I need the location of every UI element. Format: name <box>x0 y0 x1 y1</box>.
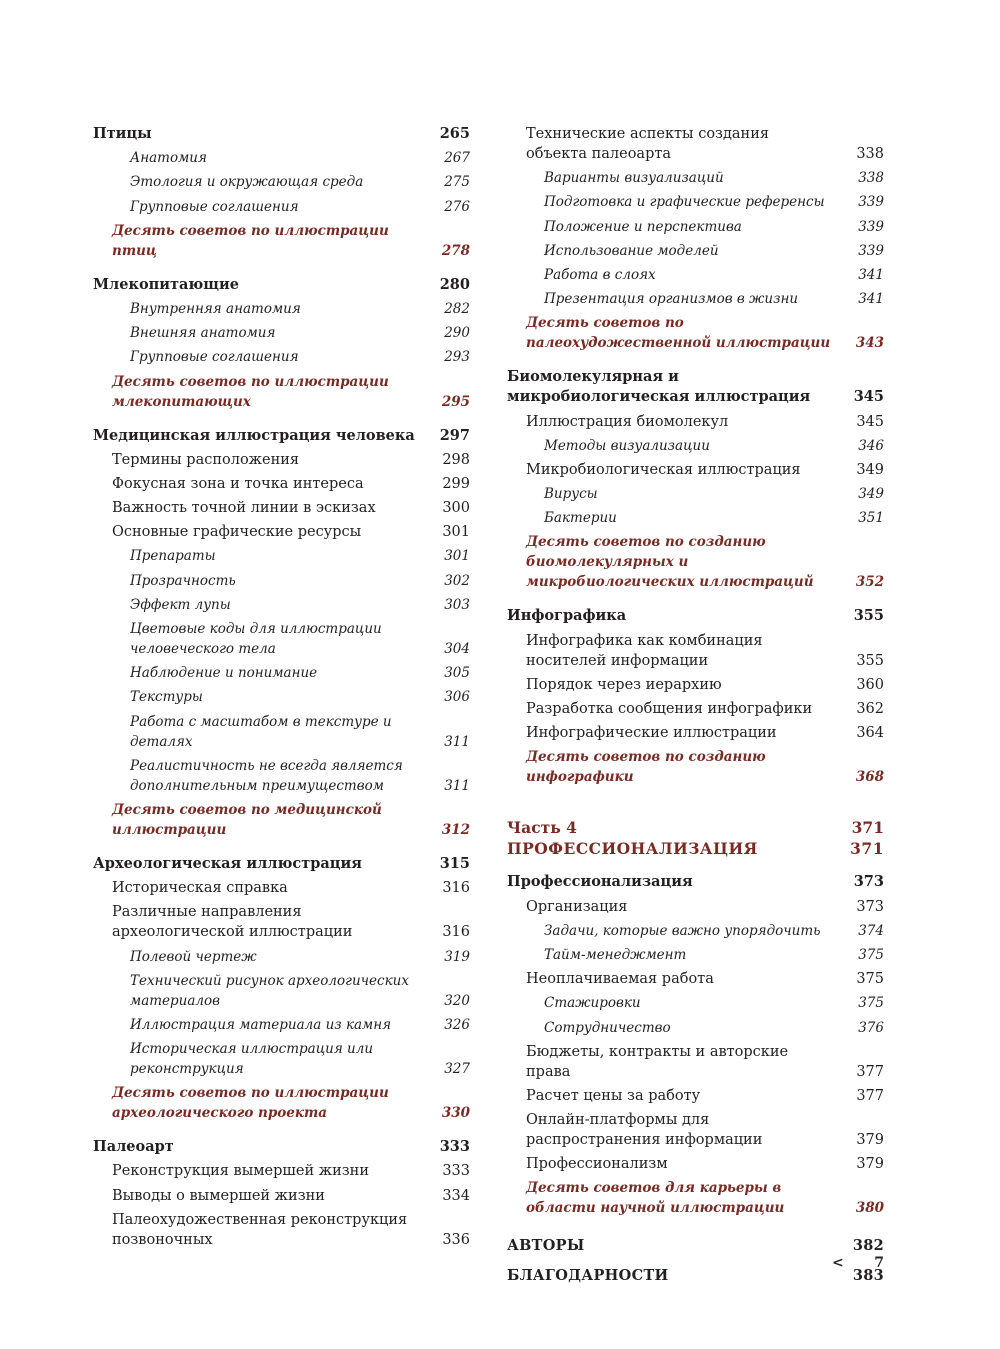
entry-page: 311 <box>444 777 470 794</box>
toc-entry[interactable] <box>93 1210 470 1250</box>
page-number: 7 <box>874 1255 884 1271</box>
entry-page: 282 <box>444 300 470 317</box>
toc-left-column <box>93 124 470 1254</box>
toc-right-column <box>507 124 884 1296</box>
chevron-left-icon[interactable]: < <box>832 1255 844 1271</box>
part-page: 371 <box>850 839 884 859</box>
entry-page: 333 <box>442 1163 470 1180</box>
page-footer <box>832 1255 884 1271</box>
entry-page: 379 <box>856 1132 884 1149</box>
entry-title: Млекопитающие <box>93 275 239 293</box>
toc-subentry[interactable] <box>93 347 470 367</box>
entry-page: 373 <box>856 898 884 915</box>
entry-title: Десять советов для карьеры в области научной иллюстрации <box>526 1180 785 1217</box>
entry-title: Бюджеты, контракты и авторские права <box>526 1043 789 1080</box>
entry-page: 349 <box>858 486 884 503</box>
toc-entry[interactable] <box>93 498 470 518</box>
entry-page: 300 <box>442 500 470 517</box>
entry-title: Вирусы <box>544 486 598 503</box>
entry-page: 379 <box>856 1156 884 1173</box>
entry-page: 327 <box>444 1061 470 1078</box>
entry-page: 382 <box>852 1237 884 1255</box>
entry-page: 333 <box>439 1138 470 1156</box>
toc-subentry[interactable] <box>93 687 470 707</box>
entry-page: 376 <box>858 1019 884 1036</box>
entry-title: Десять советов по иллюстрации археологического проекта <box>112 1085 389 1122</box>
entry-page: 276 <box>444 198 470 215</box>
part-heading[interactable] <box>507 817 884 838</box>
entry-title: Основные графические ресурсы <box>112 524 362 541</box>
entry-page: 306 <box>444 689 470 706</box>
entry-title: Термины расположения <box>112 451 300 468</box>
entry-title: Важность точной линии в эскизах <box>112 500 376 517</box>
entry-title: Прозрачность <box>130 572 236 589</box>
toc-section[interactable] <box>93 275 470 295</box>
entry-page: 316 <box>442 924 470 941</box>
entry-page: 339 <box>858 242 884 259</box>
toc-entry[interactable] <box>507 897 884 917</box>
entry-title: Инфографика <box>507 607 627 625</box>
entry-page: 298 <box>442 451 470 468</box>
toc-entry[interactable] <box>507 1110 884 1150</box>
entry-title: Порядок через иерархию <box>526 676 722 693</box>
entry-page: 275 <box>444 174 470 191</box>
entry-page: 349 <box>856 461 884 478</box>
entry-page: 343 <box>855 335 884 352</box>
toc-subentry[interactable] <box>507 921 884 941</box>
entry-page: 301 <box>442 524 470 541</box>
toc-subentry[interactable] <box>93 197 470 217</box>
entry-page: 293 <box>444 349 470 366</box>
toc-entry[interactable] <box>507 460 884 480</box>
entry-title: Неоплачиваемая работа <box>526 971 714 988</box>
entry-page: 336 <box>442 1231 470 1248</box>
toc-entry[interactable] <box>507 1042 884 1082</box>
entry-page: 377 <box>856 1063 884 1080</box>
toc-subentry[interactable] <box>93 756 470 796</box>
entry-title: Задачи, которые важно упорядочить <box>544 922 821 939</box>
entry-title: Варианты визуализаций <box>544 170 724 187</box>
entry-title: Историческая иллюстрация или реконструкция <box>130 1041 374 1078</box>
entry-page: 326 <box>444 1016 470 1033</box>
toc-section[interactable] <box>93 854 470 874</box>
part-title[interactable] <box>507 838 884 859</box>
entry-page: 362 <box>856 701 884 717</box>
entry-title: Инфографика как комбинация носителей информации <box>526 632 763 669</box>
toc-entry[interactable] <box>507 412 884 432</box>
entry-page: 305 <box>444 665 470 682</box>
entry-title: Технический рисунок археологических материалов <box>130 972 409 1009</box>
toc-tips-entry[interactable] <box>93 800 470 840</box>
toc-subentry[interactable] <box>93 148 470 168</box>
entry-title: Десять советов по медицинской иллюстрации <box>112 801 382 838</box>
entry-page: 377 <box>856 1087 884 1104</box>
toc-subentry[interactable] <box>507 436 884 456</box>
entry-title: Организация <box>526 898 628 915</box>
entry-title: Тайм-менеджмент <box>544 946 687 963</box>
entry-page: 383 <box>852 1267 884 1285</box>
toc-entry[interactable] <box>507 124 884 164</box>
entry-page: 338 <box>856 146 884 162</box>
toc-section[interactable] <box>93 124 470 144</box>
entry-page: 341 <box>858 291 884 308</box>
entry-page: 364 <box>856 725 884 742</box>
toc-subentry[interactable] <box>507 241 884 261</box>
toc-subentry[interactable] <box>507 484 884 504</box>
entry-page: 355 <box>856 652 884 669</box>
part-label: Часть 4 <box>507 818 577 838</box>
toc-subentry[interactable] <box>507 993 884 1013</box>
toc-tips-entry[interactable] <box>93 372 470 412</box>
entry-page: 320 <box>444 992 470 1009</box>
entry-page: 267 <box>444 150 470 167</box>
entry-page: 375 <box>858 946 884 963</box>
toc-section[interactable] <box>507 367 884 407</box>
toc-authors[interactable] <box>507 1236 884 1256</box>
entry-title: Групповые соглашения <box>130 198 299 215</box>
toc-entry[interactable] <box>507 1086 884 1106</box>
entry-title: Микробиологическая иллюстрация <box>526 461 801 478</box>
toc-entry[interactable] <box>93 1186 470 1206</box>
toc-entry[interactable] <box>93 878 470 898</box>
toc-entry[interactable] <box>93 902 470 942</box>
entry-page: 319 <box>444 948 470 965</box>
toc-subentry[interactable] <box>507 265 884 285</box>
entry-title: Внутренняя анатомия <box>130 300 301 317</box>
toc-subentry[interactable] <box>507 945 884 965</box>
entry-title: Использование моделей <box>544 242 719 259</box>
entry-title: Эффект лупы <box>130 596 231 613</box>
entry-page: 304 <box>444 641 470 657</box>
toc-subentry[interactable] <box>93 323 470 343</box>
toc-subentry[interactable] <box>93 1015 470 1035</box>
toc-subentry[interactable] <box>93 619 470 659</box>
entry-page: 290 <box>444 325 470 342</box>
entry-title: Инфографические иллюстрации <box>526 725 777 742</box>
entry-title: Сотрудничество <box>544 1019 671 1036</box>
entry-title: Работа с масштабом в текстуре и деталях <box>130 713 392 750</box>
entry-title: Расчет цены за работу <box>526 1087 701 1104</box>
entry-title: Медицинская иллюстрация человека <box>93 426 415 444</box>
entry-page: 339 <box>858 194 884 211</box>
toc-subentry[interactable] <box>93 546 470 566</box>
toc-entry[interactable] <box>93 1161 470 1181</box>
toc-entry[interactable] <box>507 675 884 695</box>
toc-tips-entry[interactable] <box>507 532 884 592</box>
entry-page: 368 <box>855 769 884 786</box>
toc-tips-entry[interactable] <box>507 747 884 787</box>
entry-page: 341 <box>858 266 884 283</box>
toc-section[interactable] <box>507 872 884 892</box>
entry-page: 302 <box>444 572 470 589</box>
entry-page: 374 <box>858 922 884 939</box>
entry-title: Препараты <box>130 548 216 565</box>
part-page: 371 <box>851 818 884 838</box>
entry-page: 301 <box>444 548 470 565</box>
entry-title: Презентация организмов в жизни <box>544 291 799 308</box>
entry-page: 330 <box>441 1105 470 1122</box>
entry-title: Стажировки <box>544 995 641 1012</box>
entry-title: Десять советов по созданию инфографики <box>526 749 766 786</box>
entry-page: 351 <box>858 510 884 527</box>
entry-title: Десять советов по созданию биомолекулярных и микробиологических иллюстраций <box>526 534 814 591</box>
entry-title: Методы визуализации <box>544 437 710 454</box>
entry-page: 280 <box>439 275 470 293</box>
entry-title: Реконструкция вымершей жизни <box>112 1163 369 1180</box>
toc-entry[interactable] <box>507 631 884 671</box>
toc-section[interactable] <box>507 606 884 626</box>
entry-title: Палеоарт <box>93 1138 174 1156</box>
entry-title: Разработка сообщения инфографики <box>526 701 813 717</box>
entry-title: АВТОРЫ <box>507 1237 585 1255</box>
entry-page: 278 <box>441 242 470 259</box>
entry-page: 345 <box>853 388 884 406</box>
toc-entry[interactable] <box>93 450 470 470</box>
toc-entry[interactable] <box>93 522 470 542</box>
entry-title: Наблюдение и понимание <box>130 665 318 682</box>
toc-entry[interactable] <box>507 969 884 989</box>
entry-page: 312 <box>441 821 470 838</box>
toc-entry[interactable] <box>507 1154 884 1174</box>
entry-page: 311 <box>444 733 470 750</box>
entry-title: Реалистичность не всегда является дополнительным преимуществом <box>130 757 403 794</box>
toc-subentry[interactable] <box>93 595 470 615</box>
toc-subentry[interactable] <box>93 971 470 1011</box>
entry-page: 380 <box>855 1200 884 1217</box>
toc-section[interactable] <box>93 426 470 446</box>
toc-entry[interactable] <box>507 723 884 743</box>
entry-title: Палеохудожественная реконструкция позвоночных <box>112 1211 408 1248</box>
entry-title: Анатомия <box>130 150 207 167</box>
entry-page: 338 <box>858 170 884 187</box>
entry-title: Иллюстрация биомолекул <box>526 413 729 430</box>
entry-page: 355 <box>853 607 884 625</box>
toc-subentry[interactable] <box>507 217 884 237</box>
entry-title: Технические аспекты создания объекта палеоарта <box>526 126 770 162</box>
entry-title: Историческая справка <box>112 880 288 897</box>
entry-title: Десять советов по иллюстрации птиц <box>112 222 389 259</box>
entry-title: Онлайн-платформы для распространения информации <box>526 1112 763 1149</box>
entry-page: 334 <box>442 1187 470 1204</box>
entry-title: Текстуры <box>130 689 203 706</box>
entry-page: 295 <box>441 393 470 410</box>
part-name: ПРОФЕССИОНАЛИЗАЦИЯ <box>507 839 758 859</box>
entry-page: 373 <box>853 873 884 891</box>
entry-title: Выводы о вымершей жизни <box>112 1187 325 1204</box>
entry-title: Археологическая иллюстрация <box>93 854 362 872</box>
entry-page: 303 <box>444 596 470 613</box>
entry-title: Цветовые коды для иллюстрации человеческого тела <box>130 621 382 657</box>
entry-title: Этология и окружающая среда <box>130 174 364 191</box>
entry-title: Птицы <box>93 125 152 142</box>
toc-subentry[interactable] <box>93 299 470 319</box>
entry-title: Групповые соглашения <box>130 349 299 366</box>
toc-subentry[interactable] <box>93 1039 470 1079</box>
entry-page: 265 <box>439 125 470 142</box>
toc-subentry[interactable] <box>507 1018 884 1038</box>
entry-title: Различные направления археологической иллюстрации <box>112 904 353 941</box>
toc-tips-entry[interactable] <box>507 313 884 353</box>
entry-page: 346 <box>858 437 884 454</box>
toc-subentry[interactable] <box>507 192 884 212</box>
entry-title: Профессионализм <box>526 1156 668 1173</box>
entry-title: БЛАГОДАРНОСТИ <box>507 1267 669 1285</box>
toc-section[interactable] <box>93 1137 470 1157</box>
entry-page: 360 <box>856 676 884 693</box>
entry-page: 299 <box>442 475 470 492</box>
entry-page: 352 <box>855 574 884 591</box>
entry-title: Иллюстрация материала из камня <box>130 1016 392 1033</box>
entry-title: Внешняя анатомия <box>130 325 276 342</box>
toc-subentry[interactable] <box>93 947 470 967</box>
entry-title: Подготовка и графические референсы <box>544 194 825 211</box>
toc-subentry[interactable] <box>93 712 470 752</box>
toc-subentry[interactable] <box>93 663 470 683</box>
toc-subentry[interactable] <box>507 289 884 309</box>
toc-acknowledgements[interactable] <box>507 1266 884 1286</box>
toc-entry[interactable] <box>93 474 470 494</box>
toc-subentry[interactable] <box>507 168 884 188</box>
entry-page: 345 <box>856 413 884 430</box>
toc-subentry[interactable] <box>507 508 884 528</box>
entry-title: Полевой чертеж <box>130 948 257 965</box>
entry-title: Работа в слоях <box>544 266 656 283</box>
entry-title: Бактерии <box>544 510 617 527</box>
toc-subentry[interactable] <box>93 172 470 192</box>
entry-title: Биомолекулярная и микробиологическая иллюстрация <box>507 368 811 406</box>
toc-tips-entry[interactable] <box>93 1083 470 1123</box>
entry-title: Профессионализация <box>507 873 693 891</box>
toc-entry[interactable] <box>507 699 884 719</box>
entry-page: 297 <box>439 426 470 444</box>
entry-title: Положение и перспектива <box>544 218 742 235</box>
entry-page: 339 <box>858 218 884 235</box>
toc-tips-entry[interactable] <box>93 221 470 261</box>
entry-page: 375 <box>858 995 884 1012</box>
entry-title: Десять советов по иллюстрации млекопитающих <box>112 373 389 410</box>
toc-subentry[interactable] <box>93 571 470 591</box>
entry-page: 316 <box>442 880 470 897</box>
toc-tips-entry[interactable] <box>507 1178 884 1218</box>
entry-title: Десять советов по палеохудожественной иллюстрации <box>526 315 831 352</box>
entry-title: Фокусная зона и точка интереса <box>112 475 364 492</box>
entry-page: 315 <box>439 854 470 872</box>
entry-page: 375 <box>856 971 884 988</box>
